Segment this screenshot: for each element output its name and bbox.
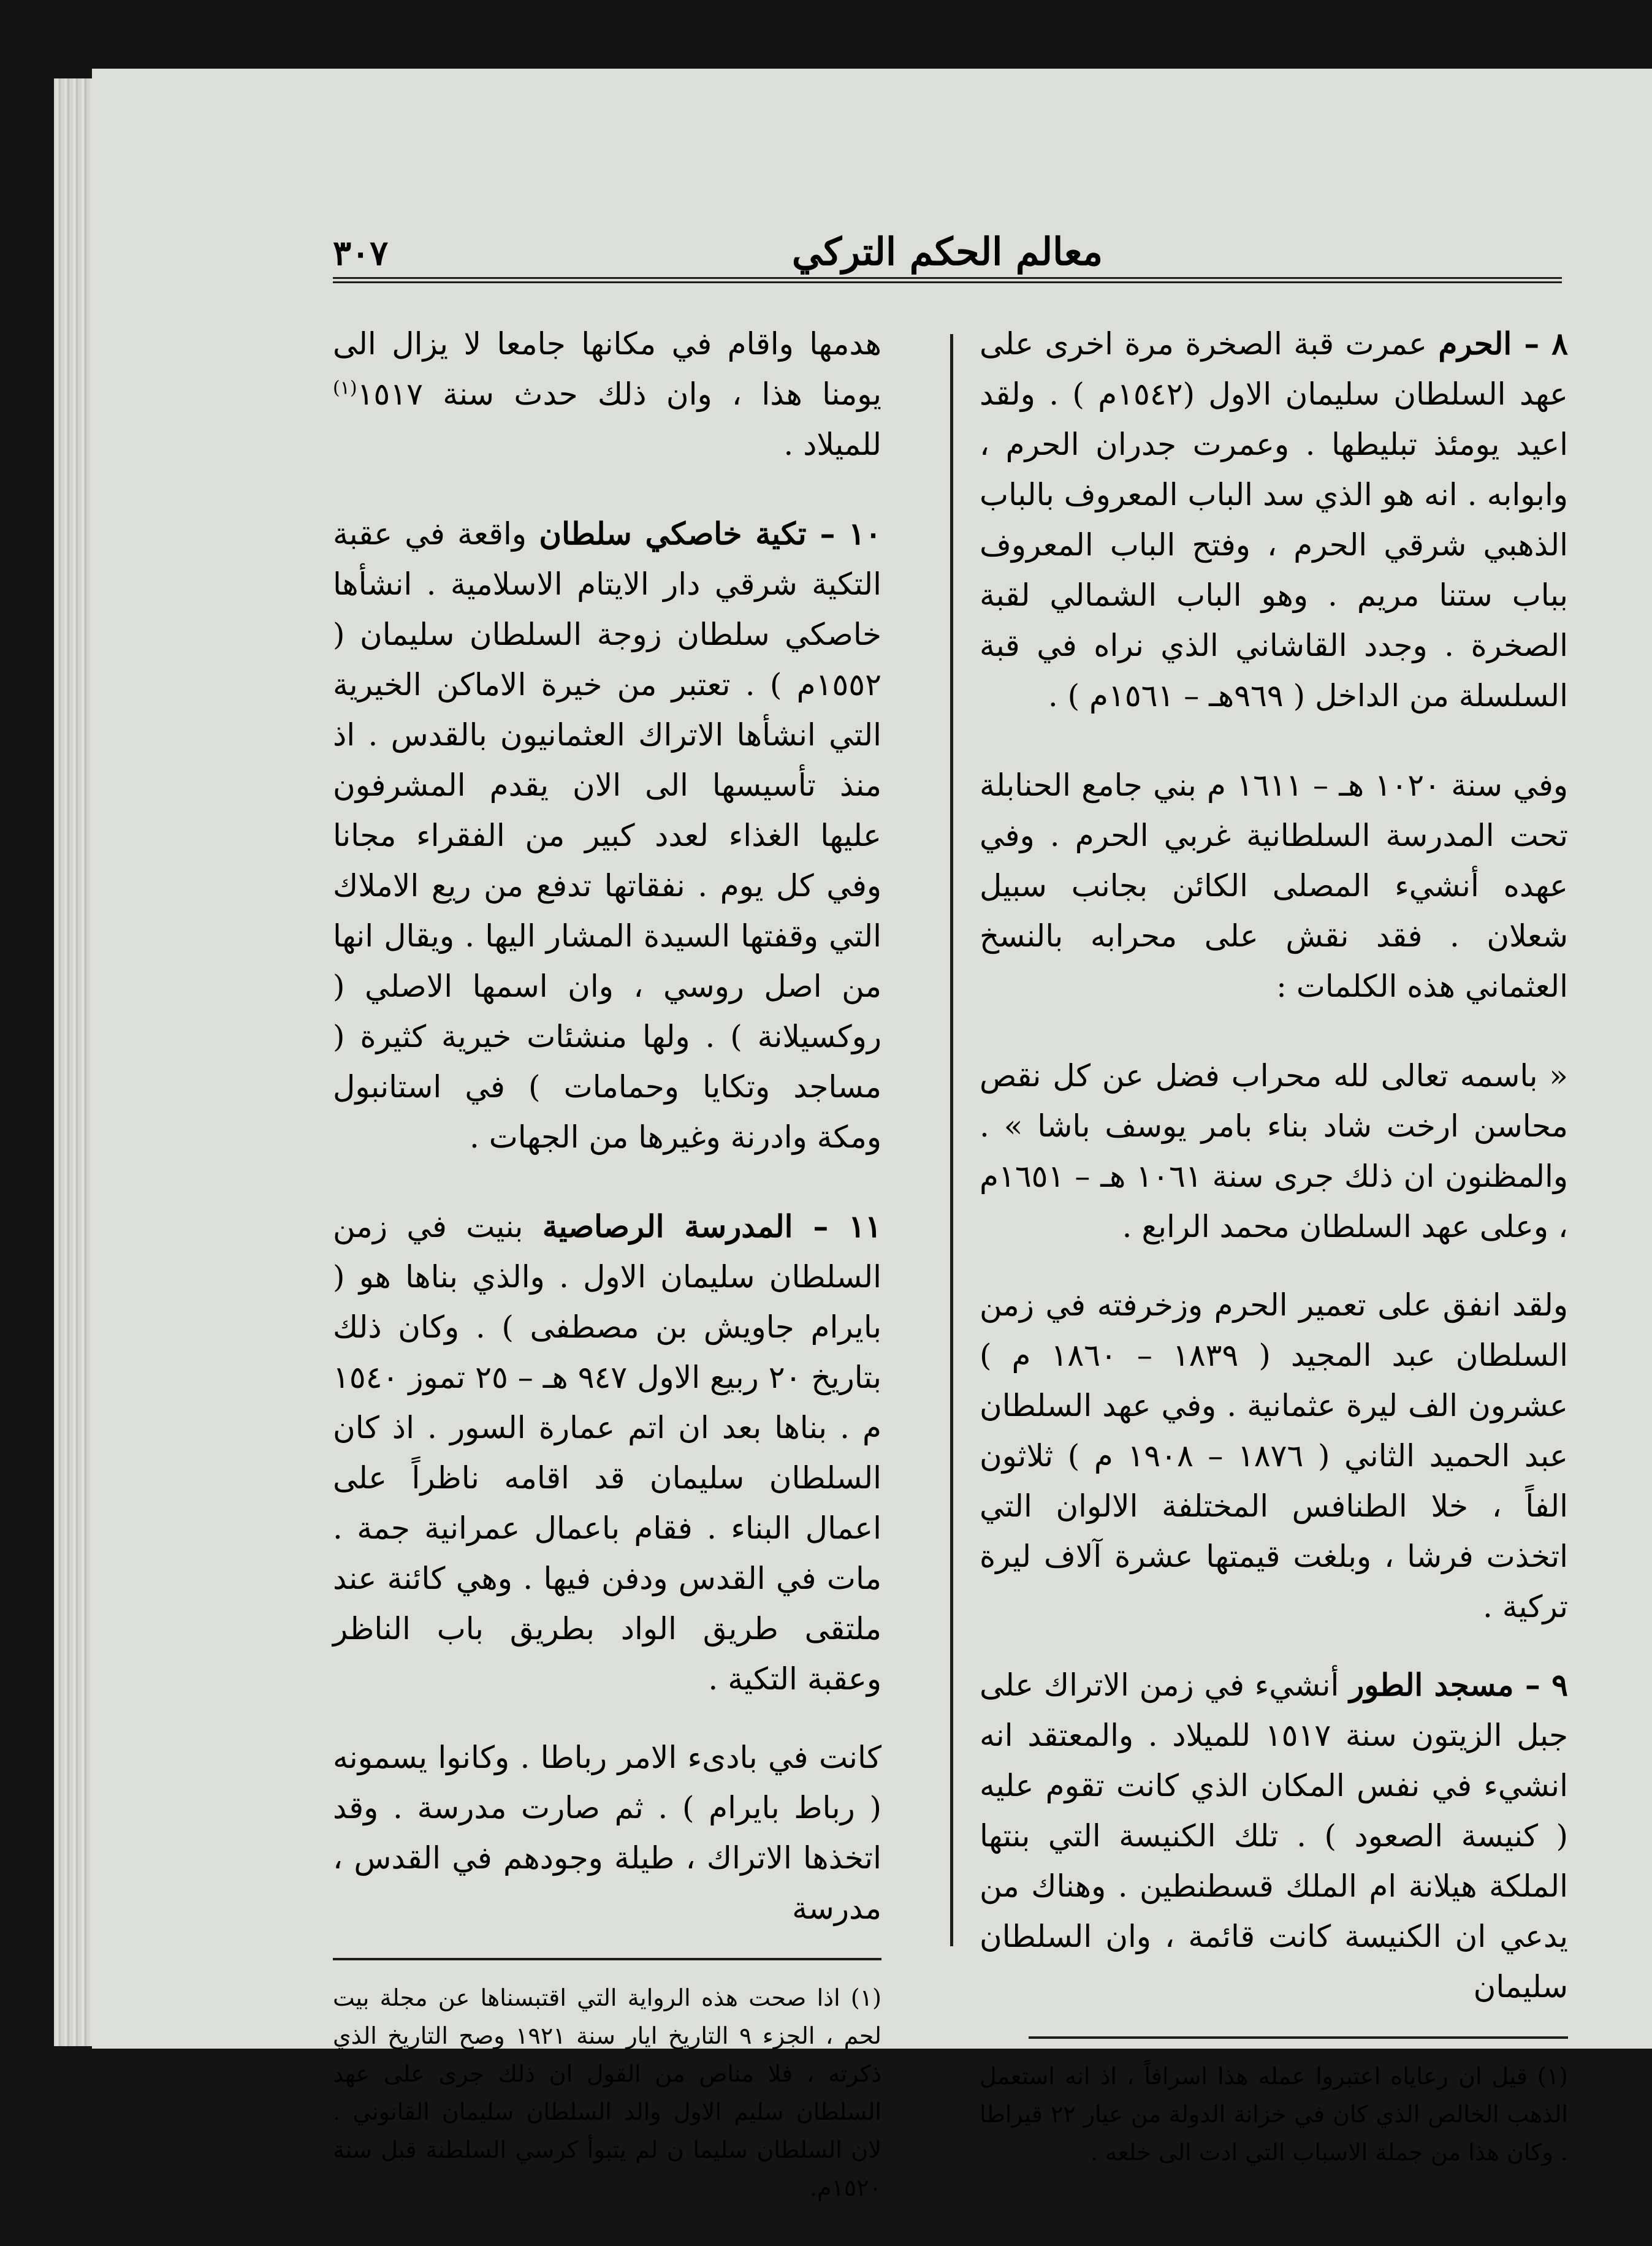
running-title: معالم الحكم التركي: [791, 229, 1103, 274]
footnote: (١) اذا صحت هذه الرواية التي اقتبسناها عن مجلة بيت لحم ، الجزء ٩ التاريخ ايار سنة ١٩٢١ وصح التاريخ الذي ذكرته ، فلا مناص من القول ان ذلك جرى على عهد السلطان سليم الاول والد السلطان سليمان القانوني . لان السلطان سليما ن لم يتبوأ كرسي السلطنة قبل سنة ١٥٢٠م.: [333, 1984, 881, 2201]
paragraph-text: هدمها واقام في مكانها جامعا لا يزال الى يومنا هذا ، وان ذلك حدث سنة ١٥١٧: [333, 326, 881, 412]
paragraph-text: أنشيء في زمن الاتراك على جبل الزيتون سنة ١٥١٧ للميلاد . والمعتقد انه انشيء في نفس المكان الذي كانت تقوم عليه ( كنيسة الصعود ) . تلك الكنيسة التي بنتها الملكة هيلانة ام الملك قسطنطين . وهناك من يدعي ان الكنيسة كانت قائمة ، وان السلطان سليمان: [980, 1667, 1568, 2004]
left-column: [333, 319, 881, 2246]
paragraph-tur-mosque: [980, 1660, 1568, 2012]
footnote-rule: [333, 1958, 881, 1960]
paragraph-text: بنيت في زمن السلطان سليمان الاول . والذي بناها هو ( بايرام جاويش بن مصطفى ) . وكان ذلك بتاريخ ٢٠ ربيع الاول ٩٤٧ هـ – ٢٥ تموز ١٥٤٠ م . بناها بعد ان اتم عمارة السور . اذ كان السلطان سليمان قد اقامه ناظراً على اعمال البناء . فقام باعمال عمرانية جمة . مات في القدس ودفن فيها . وهي كائنة عند ملتقى طريق الواد بطريق باب الناظر وعقبة التكية .: [333, 1209, 882, 1697]
footnote: (١) قيل ان رعاياه اعتبروا عمله هذا اسرافاً ، اذ انه استعمل الذهب الخالص الذي كان في خزانة الدولة من عيار ٢٢ قيراطا . وكان هذا من جملة الاسباب التي ادت الى خلعه .: [980, 2063, 1568, 2166]
paragraph-text-tail: للميلاد .: [783, 427, 881, 462]
page-number: ٣٠٧: [333, 233, 389, 273]
paragraph-text: ولقد انفق على تعمير الحرم وزخرفته في زمن السلطان عبد المجيد ( ١٨٣٩ – ١٨٦٠ م ) عشرون الف ليرة عثمانية . وفي عهد السلطان عبد الحميد الثاني ( ١٨٧٦ – ١٩٠٨ م ) ثلاثون الفاً ، خلا الطنافس المختلفة الالوان التي اتخذت فرشا ، وبلغت قيمتها عشرة آلاف ليرة تركية .: [980, 1287, 1568, 1624]
paragraph-haram-renovation: [980, 1280, 1568, 1632]
paragraph-text: كانت في بادىء الامر رباطا . وكانوا يسمونه ( رباط بايرام ) . ثم صارت مدرسة . وقد اتخذها الاتراك ، طيلة وجودهم في القدس ، مدرسة: [333, 1740, 881, 1926]
paragraph-ribat: [333, 1732, 881, 1933]
paragraph-mihrab-inscription: [980, 1051, 1568, 1252]
footnote-marker: (١): [333, 377, 357, 399]
section-heading-rasasiyya: ١١ – المدرسة الرصاصية: [542, 1208, 881, 1244]
paragraph-continuation: [333, 319, 881, 470]
paragraph-text: واقعة في عقبة التكية شرقي دار الايتام الاسلامية . انشأها خاصكي سلطان زوجة السلطان سليمان ( ١٥٥٢م ) . تعتبر من خيرة الاماكن الخيرية التي انشأها الاتراك العثمانيون بالقدس . اذ منذ تأسيسها الى الان يقدم المشرفون عليها الغذاء لعدد كبير من الفقراء مجانا وفي كل يوم . نفقاتها تدفع من ريع الاملاك التي وقفتها السيدة المشار اليها . ويقال انها من اصل روسي ، وان اسمها الاصلي ( روكسيلانة ) . ولها منشئات خيرية كثيرة ( مساجد وتكايا وحمامات ) في استانبول ومكة وادرنة وغيرها من الجهات .: [333, 516, 881, 1155]
footnote-rule: [1029, 2036, 1568, 2039]
paragraph-text: وفي سنة ١٠٢٠ هـ – ١٦١١ م بني جامع الحنابلة تحت المدرسة السلطانية غربي الحرم . وفي عهده أنشيء المصلى الكائن بجانب سبيل شعلان . فقد نقش على محرابه بالنسخ العثماني هذه الكلمات :: [980, 767, 1568, 1004]
paragraph-haram: [980, 319, 1568, 721]
section-heading-tur-mosque: ٩ – مسجد الطور: [1349, 1667, 1568, 1703]
right-column: [980, 319, 1568, 2210]
paragraph-hanabila-mosque: [980, 760, 1568, 1011]
paragraph-takiyya: [333, 509, 881, 1162]
page-header: [333, 161, 1562, 283]
column-divider: [950, 334, 953, 1946]
section-heading-haram: ٨ – الحرم: [1438, 325, 1568, 362]
paragraph-text: عمرت قبة الصخرة مرة اخرى على عهد السلطان سليمان الاول (١٥٤٢م ) . ولقد اعيد يومئذ تبليطها . وعمرت جدران الحرم ، وابوابه . انه هو الذي سد الباب المعروف بالباب الذهبي شرقي الحرم ، وفتح الباب المعروف بباب ستنا مريم . وهو الباب الشمالي لقبة الصخرة . وجدد القاشاني الذي نراه في قبة السلسلة من الداخل ( ٩٦٩هـ – ١٥٦١م ) .: [980, 326, 1569, 714]
section-heading-takiyya: ١٠ – تكية خاصكي سلطان: [539, 516, 881, 552]
paragraph-text: « باسمه تعالى لله محراب فضل عن كل نقص محاسن ارخت شاد بناء بامر يوسف باشا » . والمظنون ان ذلك جرى سنة ١٠٦١ هـ – ١٦٥١م ، وعلى عهد السلطان محمد الرابع .: [980, 1058, 1568, 1244]
paragraph-rasasiyya-school: [333, 1201, 881, 1704]
